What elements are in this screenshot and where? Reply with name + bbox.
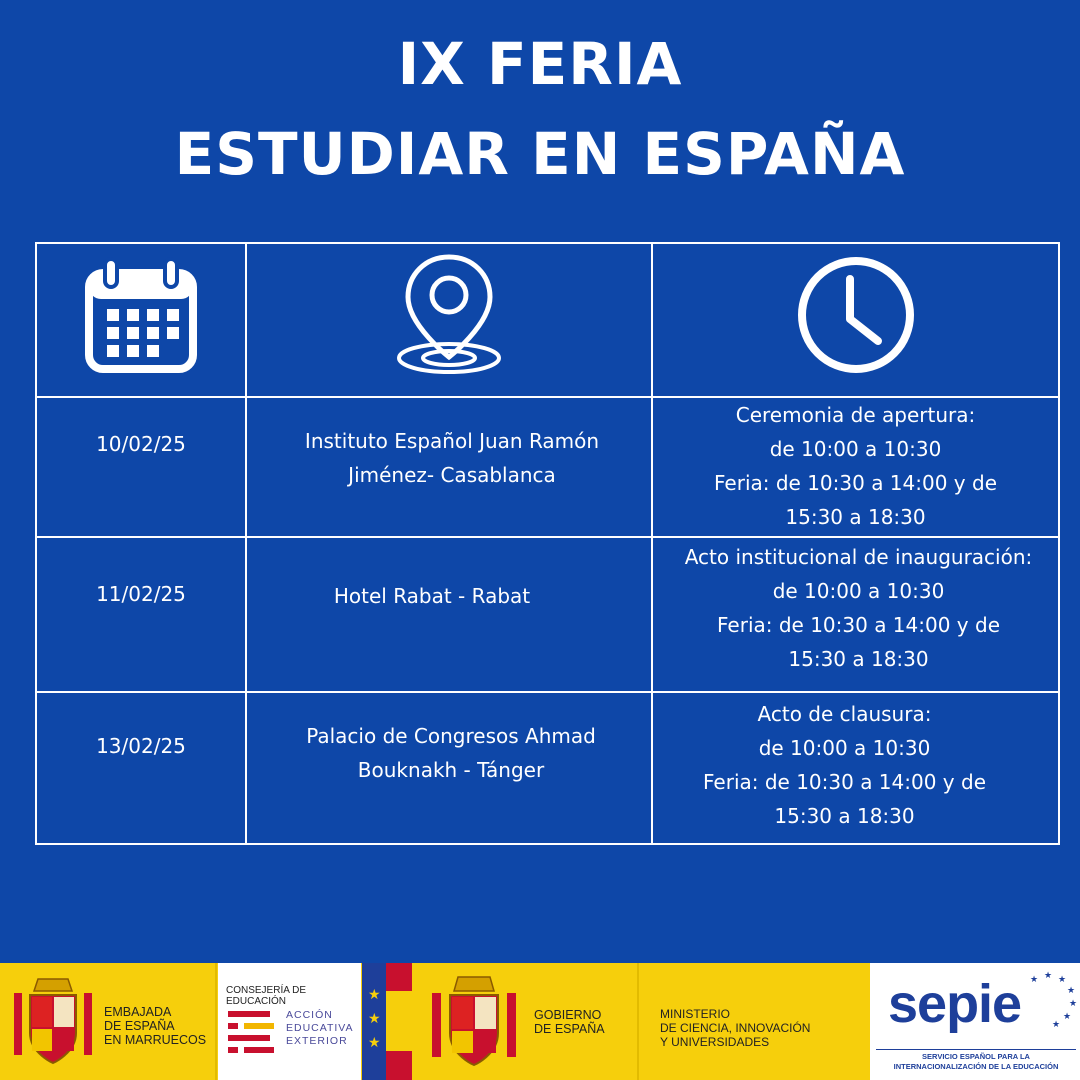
sepie-wordmark: sepie bbox=[888, 974, 1022, 1034]
consejeria-word: ACCIÓN bbox=[286, 1009, 333, 1021]
coat-of-arms-icon bbox=[426, 971, 522, 1075]
table-row bbox=[36, 537, 1059, 692]
clock-icon bbox=[796, 255, 916, 375]
ministerio-logo bbox=[640, 963, 868, 1080]
consejeria-word: EDUCATIVA bbox=[286, 1022, 354, 1034]
place-line: Hotel Rabat - Rabat bbox=[333, 584, 531, 608]
embajada-line: EN MARRUECOS bbox=[104, 1033, 207, 1047]
calendar-icon bbox=[85, 257, 197, 373]
title-line-1: IX FERIA bbox=[397, 30, 683, 98]
schedule-table bbox=[35, 242, 1060, 845]
sepie-subtitle-line: SERVICIO ESPAÑOL PARA LA bbox=[922, 1052, 1030, 1061]
eu-flag-strip bbox=[362, 963, 412, 1080]
title-line-2: ESTUDIAR EN ESPAÑA bbox=[174, 120, 906, 188]
time-line: 15:30 a 18:30 bbox=[788, 647, 929, 671]
svg-text:★: ★ bbox=[368, 1035, 381, 1051]
time-cell bbox=[652, 537, 1059, 692]
consejeria-word: EXTERIOR bbox=[286, 1035, 348, 1047]
header-place-cell bbox=[246, 243, 652, 397]
gobierno-line: DE ESPAÑA bbox=[534, 1022, 605, 1036]
place-line: Bouknakh - Tánger bbox=[357, 758, 545, 782]
date-cell: 11/02/25 bbox=[36, 537, 246, 692]
embajada-label bbox=[104, 1005, 206, 1047]
place-line: Jiménez- Casablanca bbox=[348, 463, 556, 487]
place-cell bbox=[246, 397, 652, 537]
gobierno-line: GOBIERNO bbox=[534, 1008, 602, 1022]
eu-stars-icon bbox=[362, 963, 412, 1080]
embajada-line: DE ESPAÑA bbox=[104, 1019, 175, 1033]
consejeria-title: CONSEJERÍA DE EDUCACIÓN bbox=[226, 985, 307, 1007]
time-line: de 10:00 a 10:30 bbox=[758, 736, 931, 760]
svg-text:★: ★ bbox=[1058, 975, 1067, 985]
embajada-logo bbox=[0, 963, 215, 1080]
coat-of-arms-icon bbox=[8, 973, 98, 1073]
sepie-subtitle bbox=[876, 1049, 1076, 1072]
time-line: Acto de clausura: bbox=[757, 702, 932, 726]
time-cell bbox=[652, 692, 1059, 844]
date-cell: 13/02/25 bbox=[36, 692, 246, 844]
header-row bbox=[36, 243, 1059, 397]
time-cell bbox=[652, 397, 1059, 537]
ministerio-line: MINISTERIO bbox=[660, 1007, 731, 1021]
place-cell bbox=[246, 537, 652, 692]
svg-text:★: ★ bbox=[368, 987, 381, 1003]
sepie-logo bbox=[870, 963, 1080, 1080]
sepie-subtitle-line: INTERNACIONALIZACIÓN DE LA EDUCACIÓN bbox=[893, 1062, 1059, 1071]
time-line: 15:30 a 18:30 bbox=[774, 804, 915, 828]
time-line: de 10:00 a 10:30 bbox=[769, 437, 942, 461]
gobierno-label bbox=[534, 1008, 605, 1036]
place-cell bbox=[246, 692, 652, 844]
table-row bbox=[36, 692, 1059, 844]
time-line: Feria: de 10:30 a 14:00 y de bbox=[714, 471, 997, 495]
time-line: Feria: de 10:30 a 14:00 y de bbox=[717, 613, 1000, 637]
location-pin-icon bbox=[394, 253, 504, 377]
svg-text:★: ★ bbox=[1052, 1020, 1061, 1029]
consejeria-words bbox=[286, 1009, 354, 1048]
consejeria-logo bbox=[218, 963, 361, 1080]
time-line: 15:30 a 18:30 bbox=[785, 505, 926, 529]
svg-text:★: ★ bbox=[1044, 971, 1053, 981]
gobierno-logo bbox=[412, 963, 637, 1080]
svg-text:★: ★ bbox=[1063, 1012, 1072, 1022]
svg-text:★: ★ bbox=[1030, 975, 1039, 985]
embajada-line: EMBAJADA bbox=[104, 1005, 172, 1019]
ministerio-line: DE CIENCIA, INNOVACIÓN bbox=[660, 1021, 811, 1035]
sponsor-footer bbox=[0, 963, 1080, 1080]
time-line: Acto institucional de inauguración: bbox=[684, 545, 1033, 569]
ministerio-label bbox=[660, 1007, 810, 1049]
svg-text:★: ★ bbox=[368, 1011, 381, 1027]
table-row bbox=[36, 397, 1059, 537]
header-time-cell bbox=[652, 243, 1059, 397]
header-date-cell bbox=[36, 243, 246, 397]
eu-star-circle-icon bbox=[1018, 969, 1078, 1029]
time-line: de 10:00 a 10:30 bbox=[772, 579, 945, 603]
ministerio-line: Y UNIVERSIDADES bbox=[660, 1035, 770, 1049]
place-line: Palacio de Congresos Ahmad bbox=[306, 724, 596, 748]
svg-text:★: ★ bbox=[1069, 999, 1078, 1009]
accion-educativa-icon bbox=[228, 1011, 278, 1057]
place-line: Instituto Español Juan Ramón bbox=[304, 429, 600, 453]
time-line: Feria: de 10:30 a 14:00 y de bbox=[703, 770, 986, 794]
svg-text:★: ★ bbox=[1067, 986, 1076, 996]
time-line: Ceremonia de apertura: bbox=[735, 403, 976, 427]
date-cell: 10/02/25 bbox=[36, 397, 246, 537]
